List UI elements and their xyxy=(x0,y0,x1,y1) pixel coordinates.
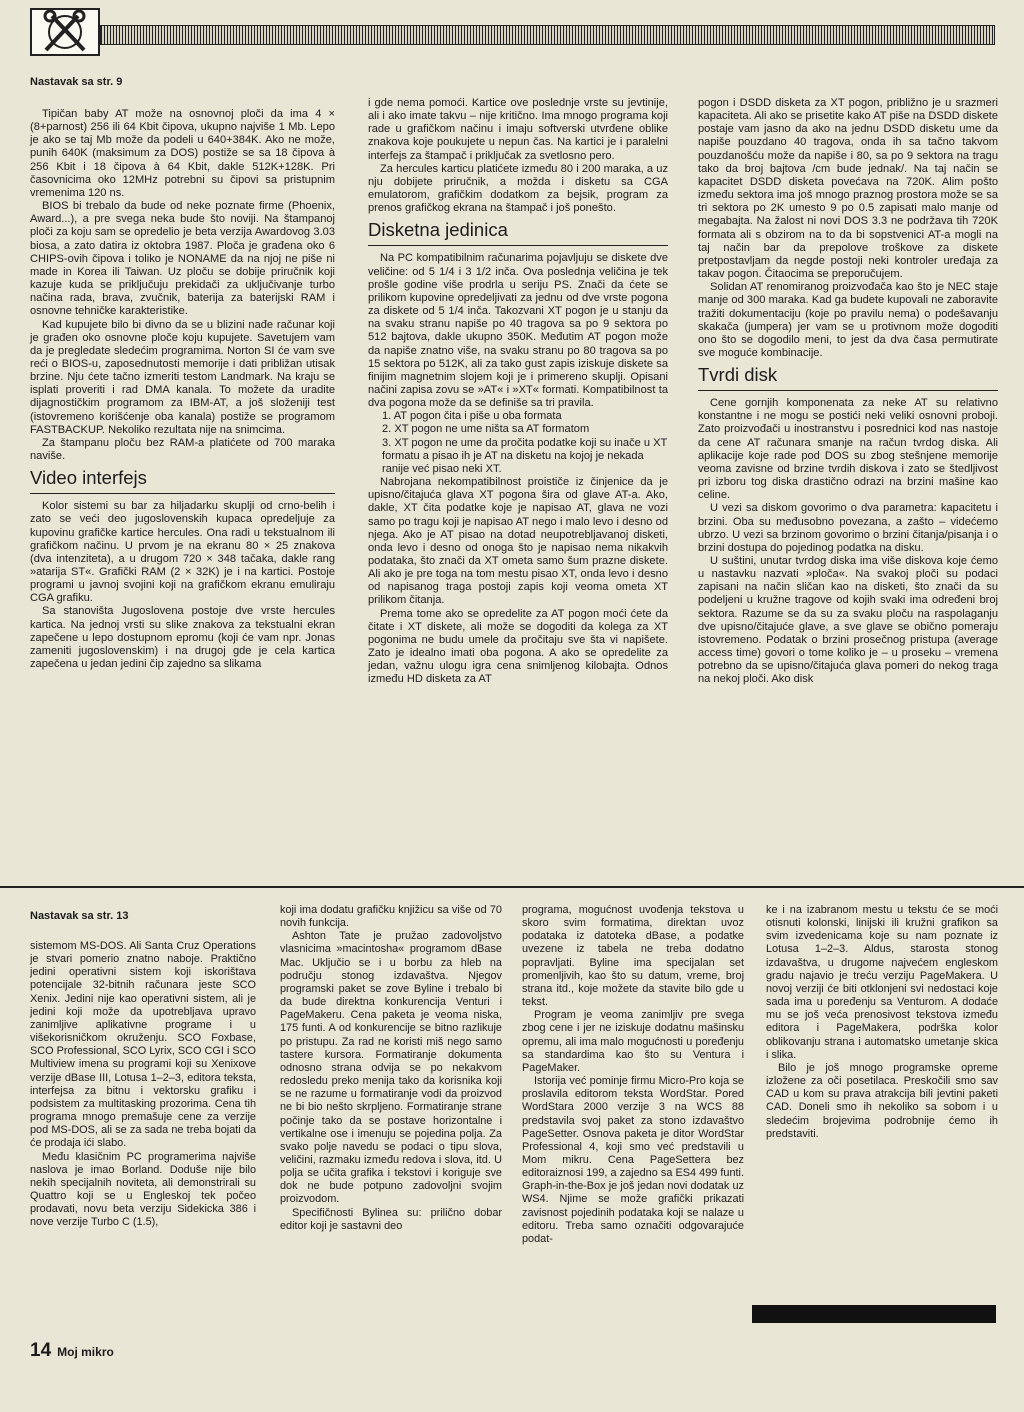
magazine-name: Moj mikro xyxy=(57,1345,114,1359)
header-rule-bar xyxy=(100,25,995,45)
paragraph: Solidan AT renomiranog proizvođača kao što je NEC staje manje od 300 maraka. Kad ga budete kupovali ne zaboravite tražiti dokumentaciju (koje po pravilu nema) o podešavanju skakača (jumpera) jer vam se u protivnom može dogoditi ono što se dogodilo meni, to jest da dva časa permutirate sve moguće kombinacije. xyxy=(698,281,998,359)
paragraph: i gde nema pomoći. Kartice ove poslednje vrste su jevtinije, ali i ako imate takvu – nije kritično. Ima mnogo programa koji rade u grafičkom načinu i imaju softverski utvrđene oblike znakova koje poukujete u nepun čas. Na kartici je i paralelni interfejs za štampač i priključak za svetlosno pero. xyxy=(368,97,668,162)
paragraph: Program je veoma zanimljiv pre svega zbog cene i jer ne iziskuje dodatnu mašinsku opremu, ali ima malo mogućnosti u poređenju sa standardima kao što su Ventura i PageMaker. xyxy=(522,1009,744,1074)
page-footer xyxy=(30,1340,114,1362)
continuation-kicker-bottom: Nastavak sa str. 13 xyxy=(30,910,129,922)
section-heading-video: Video interfejs xyxy=(30,467,335,494)
list-item: 3. XT pogon ne ume da pročita podatke koji su inače u XT formatu a pisao ih je AT na disketu na kojoj je nekada ranije već pisao neki XT. xyxy=(382,436,668,475)
bottom-column-4 xyxy=(766,904,998,1141)
bottom-column-2 xyxy=(280,904,502,1233)
bottom-column-1 xyxy=(30,940,256,1229)
paragraph: Ashton Tate je pružao zadovoljstvo vlasnicima »macintosha« programom dBase Mac. Uključio se i u borbu za hleb na području stonog izdavaštva. Njegov programski paket se zove Byline i trebalo bi da bude direktna konkurencija Venturi i PageMakeru. Cena paketa je veoma niska, 175 funti. A od konkurencije se bitno razlikuje po pristupu. Za rad ne koristi miš nego samo tastere kursora. Formatiranje dokumenta odnosno strana odvija se po nekakvom redosledu preko menija tako da korisnika koji se ne razume u formatiranje vodi da proizvod ne bi bio nešto skrpljeno. Formatiranje strane počinje tako da se postave horizontalne i vertikalne ose i imenuju se pojedina polja. Za svako polje navedu se podaci o tipu slova, veličini, razmaku između redova i slova, itd. U polja se učita grafika i tekstovi i koriguje sve dok ne bude potpuno zadovoljni svojim proizvodom. xyxy=(280,930,502,1206)
section-heading-disk: Disketna jedinica xyxy=(368,219,668,246)
list-item: 2. XT pogon ne ume ništa sa AT formatom xyxy=(382,423,590,436)
bottom-column-3 xyxy=(522,904,744,1246)
paragraph: BIOS bi trebalo da bude od neke poznate firme (Phoenix, Award...), a pre svega neka bude što noviji. Na štampanoj ploči za koju sam se opredelio je beta verzija Awardovog 3.03 biosa, a zato datira iz oktobra 1987. Ploča je građena oko 6 CHIPS-ovih čipova i toliko je NONAME da na njoj ne piše ni made in Korea ili Taiwan. Uz ploču se dobije priručnik koji kazuje kuda se priključuju prekidači za uključivanje turbo načina rada, brava, zvučnik, baterija za baterijski RAM i osnovne tehničke karakteristike. xyxy=(30,200,335,318)
continuation-kicker: Nastavak sa str. 9 xyxy=(30,76,123,88)
paragraph: Među klasičnim PC programerima najviše naslova je imao Borland. Doduše nije bilo nekih specijalnih noviteta, ali demonstrirali su Quattro koji se u Engleskoj tek počeo prodavati, novu beta verziju Sidekicka 386 i nove verzije Turbo C (1.5), xyxy=(30,1150,256,1229)
paragraph: sistemom MS-DOS. Ali Santa Cruz Operations je stvari pomerio znatno naboje. Praktično jedini operativni sistem koji iskorištava potencijale 32-bitnih računara jeste SCO Xenix. Jedini nije kao operativni sistem, ali je jedini koji može da upotrebljava upravo zanimljive aplikativne programe i u višekorisničkom okruženju. SCO Foxbase, SCO Professional, SCO Lyrix, SCO CGI i SCO Multiview imena su programi koji su Xenixove verzije dBase III, Lotusa 1–2–3, editora teksta, interfejsa za bitnu i vektorsku grafiku i podsistem za multitasking prozorima. Cena tih programa mnogo premašuje cene za verzije pod MS-DOS, ali se za sada ne treba bojati da će prodaja ići slabo. xyxy=(30,940,256,1150)
paragraph: programa, mogućnost uvođenja tekstova u skoro svim formatima, direktan uvoz podataka iz datoteka dBase, a podatke uvezene iz tabela ne treba dodatno popravljati. Byline ima specijalan set promenljivih, kao što su datum, vreme, broj strana itd., koje možete da stavite bilo gde u tekst. xyxy=(522,904,744,1009)
paragraph: Prema tome ako se opredelite za AT pogon moći ćete da čitate i XT diskete, ali može se dogoditi da kolega za XT pogonima ne budu umele da pročitaju sve šta vi napišete. Zato je idealno imati oba pogona. A ako se opredelite za jedan, važnu ulogu igra cena snimljenog kilobajta. Odnos između HD disketa za AT xyxy=(368,607,668,686)
paragraph: Kad kupujete bilo bi divno da se u blizini nađe računar koji je građen oko osnovne ploče koju kupujete. Savetujem vam da je pregledate sledećim programima. Norton SI će vam sve reći o BIOS-u, zaposednutosti memorije i dati približan utisak brzine. Nju ćete tačno izmeriti testom Landmark. Na kraju se isplati proveriti i rad DMA kanala. To možete da uradite dijagnostičkim programom za IBM-AT, a još složeniji test (istovremeno korišćenje oba kanala) postiže se programom FASTBACKUP. Nekoliko rezultata nije na snimcima. xyxy=(30,318,335,436)
paragraph: Za štampanu ploču bez RAM-a platićete od 700 maraka naviše. xyxy=(30,436,335,463)
decorative-black-bar xyxy=(752,1305,996,1323)
top-column-1 xyxy=(30,108,335,671)
list-item: 1. AT pogon čita i piše u oba formata xyxy=(382,410,562,423)
paragraph: Nabrojana nekompatibilnost proističe iz činjenice da je upisno/čitajuća glava XT pogona šira od glave AT-a. Ako, dakle, XT čita podatke koje je napisao AT, glava ne vozi samo po tragu koji je napisao AT nego i malo levo i desno od njega. Ako je AT pisao na dotad neupotrebljavanoj disketi, onda levo i desno od onoga što je napisao nema nikakvih podataka, što znači da XT ometa samo šum prazne diskete. Ali ako je pre toga na tom mestu pisao XT, onda levo i desno od napisanog traga postoji zapis koji veoma ometa XT prilikom čitanja. xyxy=(368,476,668,607)
paragraph: Sa stanovišta Jugoslovena postoje dve vrste hercules kartica. Na jednoj vrsti su slike znakova za tekstualni ekran zapečene u lepo dostupnom epromu (koji će vam npr. Jonas zameniti jugoslovenskim) i na drugoj gde je cela kartica zapečena u jedan jedini čip zajedno sa slikama xyxy=(30,605,335,671)
paragraph: U vezi sa diskom govorimo o dva parametra: kapacitetu i brzini. Oba su međusobno povezana, a zašto – videćemo ubrzo. U vezi sa brzinom govorimo o brzini čitanja/pisanja i o brzini dostupa do pojedinog podatka na disku. xyxy=(698,502,998,554)
wrench-logo-icon xyxy=(30,8,100,56)
paragraph: Tipičan baby AT može na osnovnoj ploči da ima 4 × (8+parnost) 256 ili 64 Kbit čipova, ukupno najviše 1 Mb. Lepo je ako se taj Mb može da podeli u 640+384K. Ako ne može, punih 640K (maksimum za DOS) postiže se sa 18 čipova à 256 Kbit i 18 čipova à 64 Kbit, dakle 512K+128K. Pri časovnicima oko 12MHz potrebni su čipovi sa pristupnim vremenima 120 ns. xyxy=(30,108,335,199)
paragraph: Specifičnosti Bylinea su: prilično dobar editor koji je sastavni deo xyxy=(280,1206,502,1232)
section-heading-hdd: Tvrdi disk xyxy=(698,364,998,391)
top-column-2 xyxy=(368,97,668,687)
paragraph: Bilo je još mnogo programske opreme izložene za oči posetilaca. Preskočili smo sav CAD u kom su prava atrakcija bili jevtini paketi CAD. Doneli smo ih nekoliko sa sobom i u sledećim brojevima podrobnije ćemo ih predstaviti. xyxy=(766,1061,998,1140)
paragraph: koji ima dodatu grafičku knjižicu sa više od 70 novih funkcija. xyxy=(280,904,502,930)
paragraph: Za hercules karticu platićete između 80 i 200 maraka, a uz nju dobijete priručnik, a možda i disketu sa CGA emulatorom, grafičkim dodatkom za bejsik, program za prenos grafičkog ekrana na štampač i još ponešto. xyxy=(368,162,668,215)
top-column-3 xyxy=(698,97,998,687)
section-divider xyxy=(0,886,1024,888)
paragraph: Cene gornjih komponenata za neke AT su relativno konstantne i ne mogu se postići neki veliki osnovni proboji. Zato proizvođači u inostranstvu i posrednici kod nas nastoje da cene AT računara smanje na račun tvrdog diska. Ali aplikacije koje rade pod DOS su zbog stešnjene memorije veoma zavisne od brzine tvrdih diskova i zato se štedljivost pri izboru tog diska drastično odrazi na brzini mašine kao celine. xyxy=(698,397,998,502)
paragraph: U suštini, unutar tvrdog diska ima više diskova koje ćemo u nastavku nazvati »ploča«. Na svakoj ploči su podaci zapisani na način sličan kao na disketi, što znači da su podeljeni u kružne tragove od kojih svaki ima određeni broj sektora. Razume se da su za svaku ploču na raspolaganju dve upisno/čitajuće glave, a sve glave se obično pomeraju istovremeno. Podatak o brzini prosečnog pristupa (average access time) govori o tome koliko je – u proseku – vremena potrebno da se upisno/čitajuća glava pomeri do nekog traga na nekoj ploči. Ako disk xyxy=(698,555,998,686)
paragraph: Istorija već pominje firmu Micro-Pro koja se proslavila editorom teksta WordStar. Pored WordStara 2000 verzije 3 na WCS 88 predstavila svoj paket za stono izdavaštvo PageSetter. Osnova paketa je ditor WordStar Professional 4, koji smo već predstavili u Mom mikru. Cena PageSettera bez editoraiznosi 199, a zajedno sa ES4 499 funti. Graph-in-the-Box je još jedan novi dodatak uz WS4. Njime se može grafički prikazati zavisnost pojedinih podataka koji se nalaze u editoru. Treba samo označiti odgovarajuće podat- xyxy=(522,1075,744,1245)
paragraph: pogon i DSDD disketa za XT pogon, približno je u srazmeri kapaciteta. Ali ako se prisetite kako AT piše na DSDD diskete postaje vam jasno da ako na jednu DSDD disketu ume da napiše pouzdano 40 tragova, onda ih sa tačno takvom pouzdanošću može da napiše i 80, sa po 9 sektora na tragu tako da broj bajtova /cm bude jednak/. Na taj način se kapacitet DSDD disketa povećava na 720K. Alim pošto između sektora ima još mnogo praznog prostora može se sa tri sektora po 2K umesto 9 po 0.5 zapisati malo manje od megabajta. Na žalost ni novi DOS 3.3 ne podržava tih 720K formata ali s obzirom na to da bi sopstvenici AT-a mogli na taj način bar da prepolove troškove za diskete pretpostavljam da negde postoji neki kontroler uređaja za takav pogon. Čitaocima se preporučujem. xyxy=(698,97,998,281)
paragraph: Na PC kompatibilnim računarima pojavljuju se diskete dve veličine: od 5 1/4 i 3 1/2 inča. Ova poslednja veličina je tek prošle godine više prodrla u seriju PS. Znači da ćete se prilikom kupovine opredeljivati za jednu od dve vrste pogona za diskete od 5 1/4 inča. Takozvani XT pogon je u stanju da na svaku stranu napiše po 40 tragova sa po 9 sektora po 512 bajtova, dakle ukupno 350K. Međutim AT pogon može da napiše znatno više, na svaku stranu po 80 tragova sa po 15 sektora po 512K, ali za tako gust zapis iziskuje diskete sa finijim magnetnim slojem koji je i primereno skuplji. Opisani načini zapisa zovu se »AT« i »XT« formati. Kompatibilnost ta dva pogona može da se definiše sa tri pravila. xyxy=(368,252,668,410)
paragraph: Kolor sistemi su bar za hiljadarku skuplji od crno-belih i zato se veći deo jugoslovenskih kupaca opredeljuje za kupovinu grafičke kartice hercules. Ona radi u tekstualnom ili grafičkom načinu. U prvom je na ekranu 80 × 25 znakova (dva intenziteta), a u drugom 720 × 348 tačaka, dakle rang »atarija ST«. Grafički RAM (2 × 32K) je i na kartici. Postoje programi u javnoj svojini koji na grafičkom ekranu emuliraju CGA grafiku. xyxy=(30,500,335,605)
paragraph: ke i na izabranom mestu u tekstu će se moći otisnuti kolonski, linijski ili kružni grafikon sa svim izvedenicama koje su nam poznate iz Lotusa 1–2–3. Aldus, starosta stonog izdavaštva, u drugome najvećem engleskom gradu najavio je treću verziju PageMakera. U novoj verziji će biti otklonjeni svi nedostaci koje sada ima u poređenju sa Venturom. A dodaće mu se još veća prenosivost tekstova između editora i PageMakera, podrška kolor oblikovanju strana i automatsko umetanje skica i slika. xyxy=(766,904,998,1061)
page-number: 14 xyxy=(30,1340,52,1361)
